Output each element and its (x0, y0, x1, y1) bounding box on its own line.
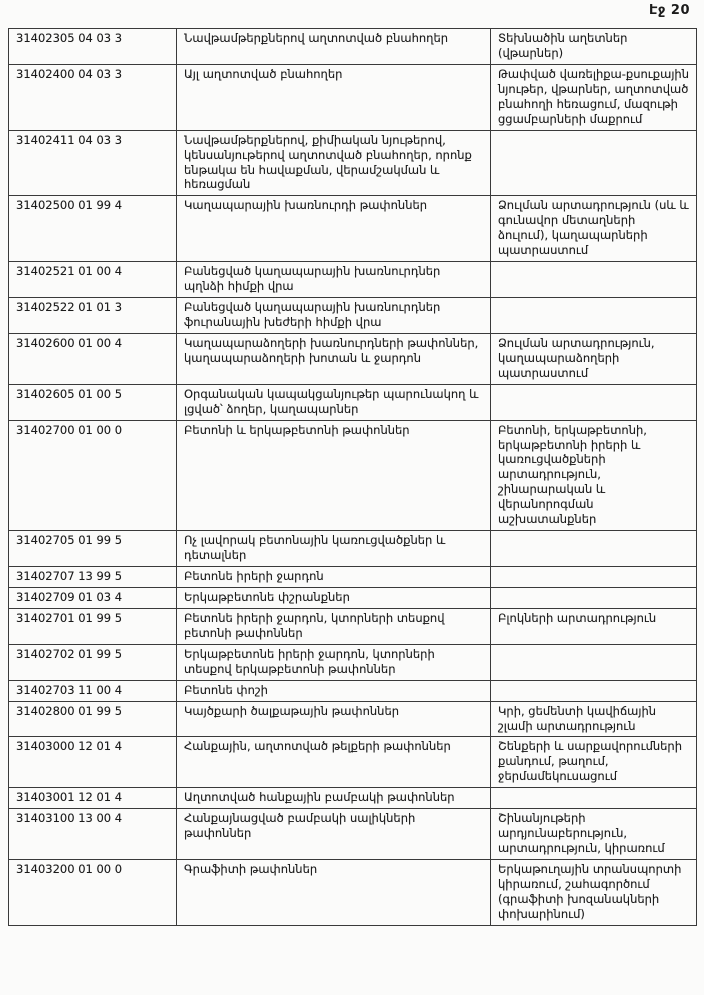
table-row (9, 587, 697, 608)
waste-classification-table (8, 28, 697, 926)
waste-name-cell: Բետոնե փոշի (177, 680, 491, 701)
waste-code-cell: 31402600 01 00 4 (9, 333, 177, 384)
waste-source-cell (491, 262, 697, 298)
table-row (9, 298, 697, 334)
waste-source-cell (491, 644, 697, 680)
waste-code-cell: 31402705 01 99 5 (9, 531, 177, 567)
table-row (9, 567, 697, 588)
waste-name-cell: Ոչ լավորակ բետոնային կառուցվածքներ և դետալներ (177, 531, 491, 567)
waste-source-cell (491, 531, 697, 567)
waste-code-cell: 31402400 04 03 3 (9, 64, 177, 130)
waste-code-cell: 31402411 04 03 3 (9, 130, 177, 196)
waste-code-cell: 31402521 01 00 4 (9, 262, 177, 298)
waste-name-cell: Աղտոտված հանքային բամբակի թափոններ (177, 788, 491, 809)
waste-name-cell: Կաղապարաձողերի խառնուրդների թափոններ, կաղապարաձողերի խոտան և ջարդոն (177, 333, 491, 384)
waste-source-cell: Կրի, ցեմենտի կավիճային շլամի արտադրություն (491, 701, 697, 737)
waste-source-cell: Բլոկների արտադրություն (491, 608, 697, 644)
waste-code-cell: 31402702 01 99 5 (9, 644, 177, 680)
page-number: Էջ 20 (648, 3, 690, 18)
waste-source-cell (491, 384, 697, 420)
waste-source-cell: Տեխնածին աղետներ (վթարներ) (491, 29, 697, 65)
waste-code-cell: 31402700 01 00 0 (9, 420, 177, 531)
table-row (9, 701, 697, 737)
waste-source-cell: Շինանյութերի արդյունաբերություն, արտադրություն, կիրառում (491, 809, 697, 860)
waste-code-cell: 31402703 11 00 4 (9, 680, 177, 701)
waste-name-cell: Բետոնե իրերի ջարդոն, կտորների տեսքով բետոնի թափոններ (177, 608, 491, 644)
waste-source-cell (491, 298, 697, 334)
waste-source-cell (491, 567, 697, 588)
table-row (9, 262, 697, 298)
waste-source-cell: Բետոնի, երկաթբետոնի, երկաթբետոնի իրերի և կառուցվածքների արտադրություն, շինարարական և վերանորոգման աշխատանքներ (491, 420, 697, 531)
table-row (9, 788, 697, 809)
waste-name-cell: Կաղապարային խառնուրդի թափոններ (177, 196, 491, 262)
waste-source-cell (491, 130, 697, 196)
waste-code-cell: 31402709 01 03 4 (9, 587, 177, 608)
waste-source-cell: Շենքերի և սարքավորումների քանդում, թաղում, ջերմամեկուսացում (491, 737, 697, 788)
waste-source-cell (491, 680, 697, 701)
waste-name-cell: Կայծքարի ծալքաթային թափոններ (177, 701, 491, 737)
waste-name-cell: Այլ աղտոտված բնահողեր (177, 64, 491, 130)
table-row (9, 420, 697, 531)
waste-name-cell: Բանեցված կաղապարային խառնուրդներ ֆուրանային խեժերի հիմքի վրա (177, 298, 491, 334)
table-row (9, 608, 697, 644)
waste-code-cell: 31402305 04 03 3 (9, 29, 177, 65)
waste-code-cell: 31402707 13 99 5 (9, 567, 177, 588)
waste-code-cell: 31402522 01 01 3 (9, 298, 177, 334)
waste-table-body (9, 29, 697, 926)
table-row (9, 196, 697, 262)
waste-name-cell: Բետոնի և երկաթբետոնի թափոններ (177, 420, 491, 531)
table-row (9, 860, 697, 926)
waste-name-cell: Հանքայնացված բամբակի սալիկների թափոններ (177, 809, 491, 860)
waste-name-cell: Օրգանական կապակցանյութեր պարունակող և լցված՝ ձողեր, կաղապարներ (177, 384, 491, 420)
waste-code-cell: 31402800 01 99 5 (9, 701, 177, 737)
waste-name-cell: Հանքային, աղտոտված թելքերի թափոններ (177, 737, 491, 788)
waste-code-cell: 31403000 12 01 4 (9, 737, 177, 788)
waste-source-cell: Ձուլման արտադրություն (սև և գունավոր մետաղների ձուլում), կաղապարների պատրաստում (491, 196, 697, 262)
waste-name-cell: Նավթամթերքներով աղտոտված բնահողեր (177, 29, 491, 65)
table-row (9, 531, 697, 567)
table-row (9, 64, 697, 130)
waste-code-cell: 31402500 01 99 4 (9, 196, 177, 262)
table-row (9, 29, 697, 65)
waste-code-cell: 31403200 01 00 0 (9, 860, 177, 926)
table-row (9, 737, 697, 788)
waste-name-cell: Գրաֆիտի թափոններ (177, 860, 491, 926)
waste-source-cell: Թափված վառելիքա-քսուքային նյութեր, վթարներ, աղտոտված բնահողի հեռացում, մազութի ցցամբարների մաքրում (491, 64, 697, 130)
waste-code-cell: 31402701 01 99 5 (9, 608, 177, 644)
waste-source-cell (491, 788, 697, 809)
table-row (9, 130, 697, 196)
waste-source-cell: Ձուլման արտադրություն, կաղապարաձողերի պատրաստում (491, 333, 697, 384)
table-row (9, 384, 697, 420)
waste-name-cell: Երկաթբետոնե փշրանքներ (177, 587, 491, 608)
table-row (9, 809, 697, 860)
table-row (9, 680, 697, 701)
waste-name-cell: Բետոնե իրերի ջարդոն (177, 567, 491, 588)
table-row (9, 333, 697, 384)
waste-name-cell: Բանեցված կաղապարային խառնուրդներ պղնձի հիմքի վրա (177, 262, 491, 298)
waste-code-cell: 31402605 01 00 5 (9, 384, 177, 420)
waste-code-cell: 31403100 13 00 4 (9, 809, 177, 860)
waste-name-cell: Նավթամթերքներով, քիմիական նյութերով, կենսանյութերով աղտոտված բնահողեր, որոնք ենթակա են հավաքման, վերամշակման և հեռացման (177, 130, 491, 196)
table-row (9, 644, 697, 680)
waste-source-cell: Երկաթուղային տրանսպորտի կիրառում, շահագործում (գրաֆիտի խոզանակների փոխարինում) (491, 860, 697, 926)
waste-name-cell: Երկաթբետոնե իրերի ջարդոն, կտորների տեսքով երկաթբետոնի թափոններ (177, 644, 491, 680)
waste-code-cell: 31403001 12 01 4 (9, 788, 177, 809)
waste-source-cell (491, 587, 697, 608)
